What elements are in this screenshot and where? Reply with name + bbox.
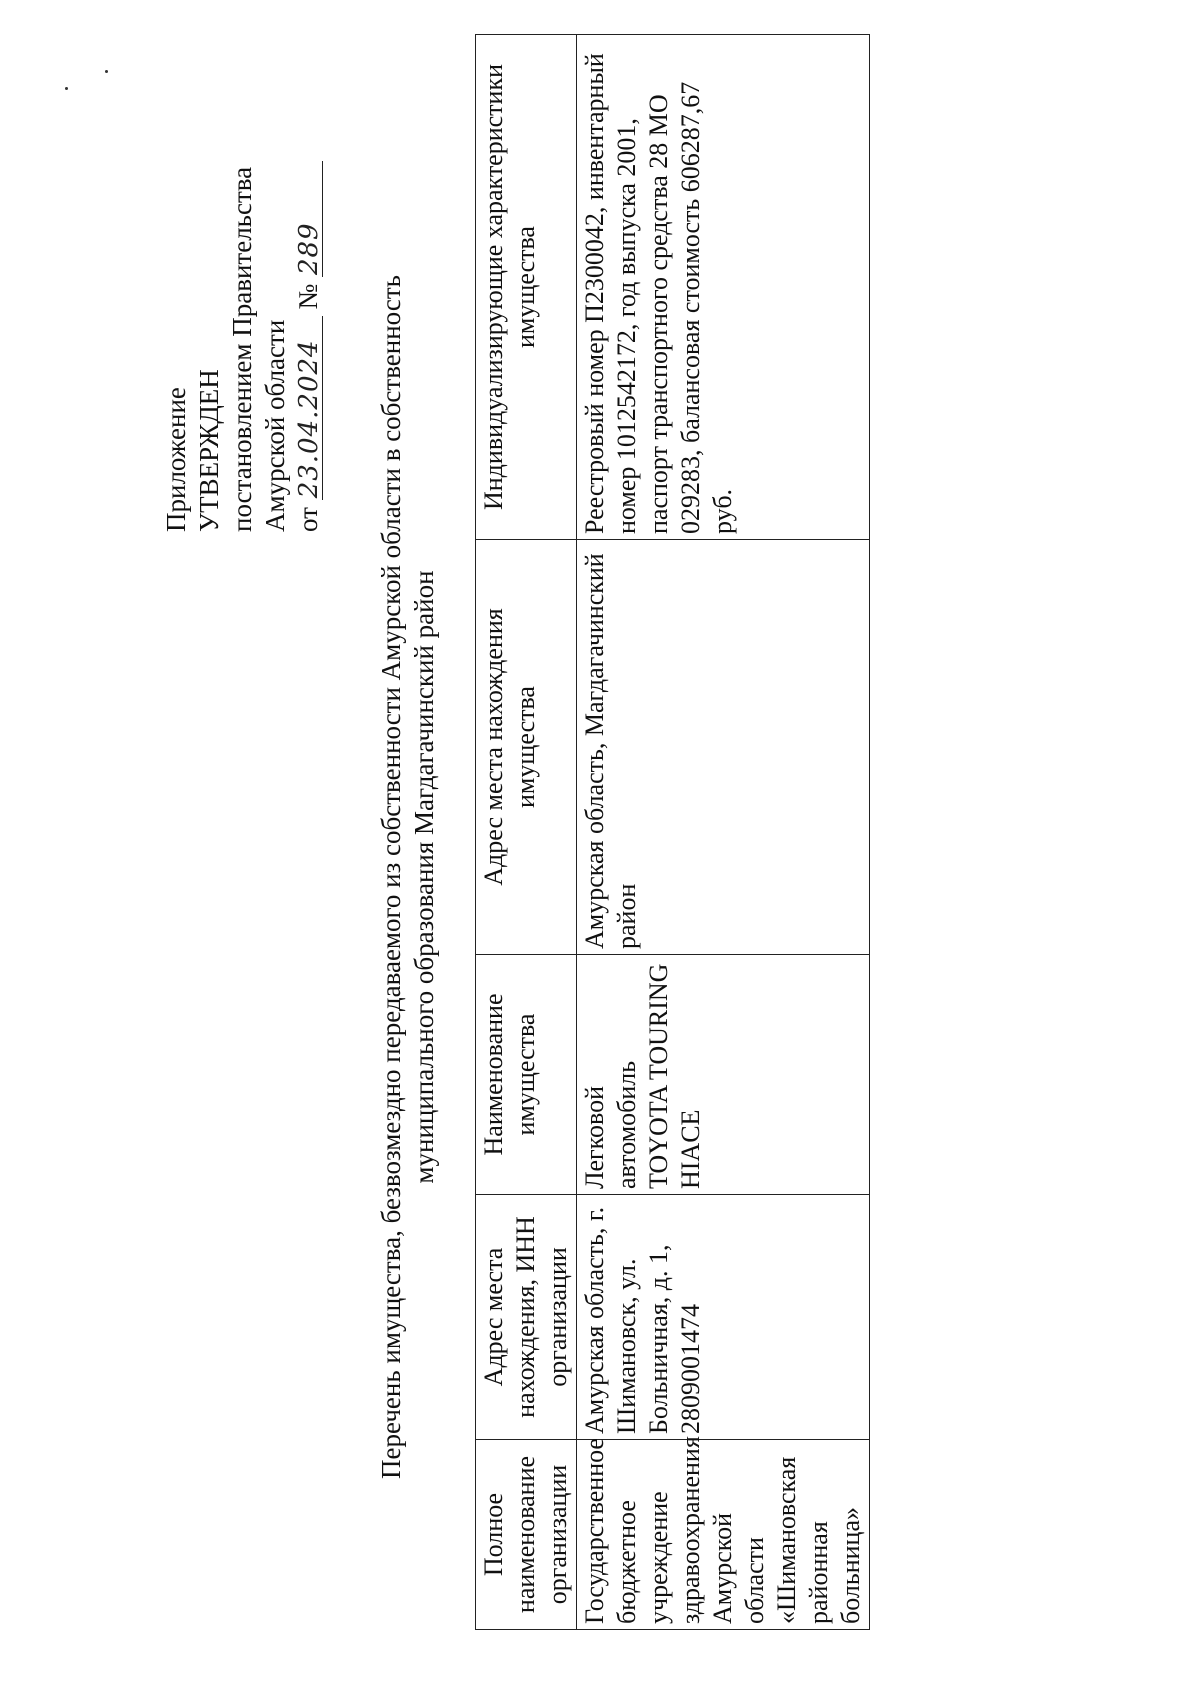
header-property-name: Наименование имущества (476, 955, 577, 1195)
date-prefix: от (293, 507, 323, 532)
number-sign: № (293, 283, 323, 310)
cell-org-name: Государственное бюджетное учреждение здравоохранения Амурской области «Шимановская районная больница» (577, 1440, 870, 1630)
approval-line-2: Амурской области (260, 319, 290, 532)
approval-line-1: постановлением Правительства (227, 166, 257, 532)
header-org-name: Полное наименование организации (476, 1440, 577, 1630)
handwritten-date: 23.04.2024 (296, 316, 323, 500)
document-title (375, 127, 441, 1627)
header-property-characteristics: Индивидуализирующие характеристики имущества (476, 35, 577, 540)
cell-property-address: Амурская область, Магдагачинский район (577, 540, 870, 955)
cell-property-characteristics: Реестровый номер П2300042, инвентарный номер 1012542172, год выпуска 2001, паспорт транспортного средства 28 МО 029283, балансовая стоимость 606287,67 руб. (577, 35, 870, 540)
cell-org-address: Амурская область, г. Шимановск, ул. Больничная, д. 1, 2809001474 (577, 1195, 870, 1440)
title-line-2: муниципального образования Магдагачинский район (409, 570, 439, 1184)
approval-date-line (292, 112, 325, 532)
header-property-address: Адрес места нахождения имущества (476, 540, 577, 955)
handwritten-number: 289 (296, 161, 323, 277)
table-row (577, 35, 870, 1630)
title-line-1: Перечень имущества, безвозмездно передаваемого из собственности Амурской области в собственность (376, 275, 406, 1479)
annex-label: Приложение (161, 387, 191, 532)
approved-label: УТВЕРЖДЕН (194, 369, 224, 532)
cell-property-name: Легковой автомобиль TOYOTA TOURING HIACE (577, 955, 870, 1195)
header-org-address: Адрес места нахождения, ИНН организации (476, 1195, 577, 1440)
table-header-row (476, 35, 577, 1630)
property-table (475, 34, 870, 1630)
approval-stamp (160, 112, 325, 532)
